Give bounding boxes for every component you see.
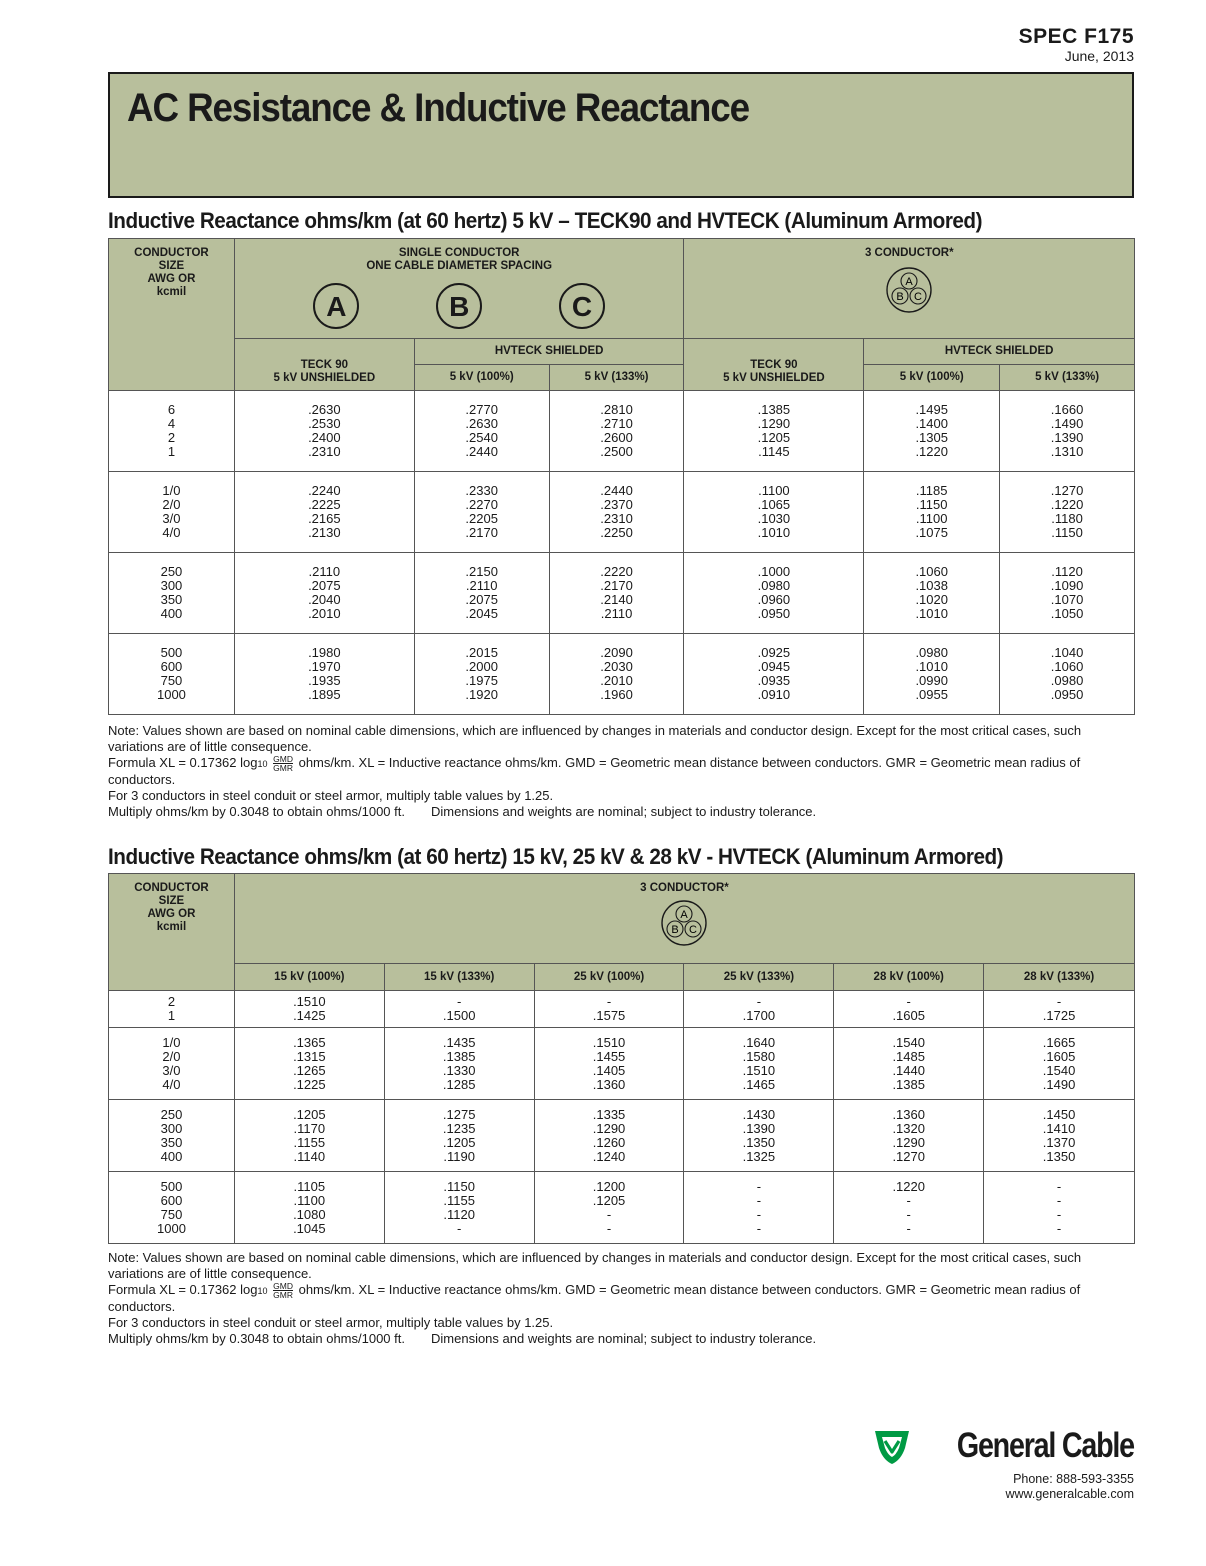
value-cell: .1105 .1100 .1080 .1045 [234, 1172, 384, 1244]
note-formula-2: Formula XL = 0.17362 log10 $\frac{\text{GMD}}{\text{GMR}}$ ohms/km. XL = Inductive reactance ohms/km. GMD = Geometric mean distance between conductors. GMR = Geometric mean radius of conductors. [108, 1281, 1081, 1315]
contact-info [872, 1472, 1134, 1502]
col-5kv-133-three: 5 kV (133%) [1000, 365, 1135, 391]
brand [872, 1426, 1134, 1466]
value-cell: - .1575 [534, 991, 684, 1028]
col-header: 25 kV (100%) [534, 964, 684, 991]
table2-title: Inductive Reactance ohms/km (at 60 hertz) 15 kV, 25 kV & 28 kV - HVTECK (Aluminum Armored) [108, 844, 1004, 869]
gmd-gmr-fraction-2: $\frac{\text{GMD}}{\text{GMR}}$ [273, 1281, 293, 1301]
value-cell: .1335 .1290 .1260 .1240 [534, 1100, 684, 1172]
footer-logo [872, 1426, 1134, 1502]
value-cell: .1665 .1605 .1540 .1490 [984, 1028, 1135, 1100]
page-title: AC Resistance & Inductive Reactance [127, 86, 749, 130]
table-row [109, 553, 1135, 634]
table-row [109, 1028, 1135, 1100]
value-cell: .2440 .2370 .2310 .2250 [549, 472, 684, 553]
svg-text:C: C [689, 924, 698, 936]
conductor-size-header-2: CONDUCTOR SIZE AWG OR kcmil [109, 874, 235, 991]
table-row [109, 1172, 1135, 1244]
website: www.generalcable.com [1005, 1487, 1134, 1501]
phase-c-circle: C [559, 283, 605, 329]
svg-text:A: A [680, 909, 689, 921]
three-conductor-label: 3 CONDUCTOR* [864, 247, 954, 259]
table1-inductive-reactance-5kv [108, 238, 1135, 715]
note-conversion-2: Multiply ohms/km by 0.3048 to obtain ohms/1000 ft. Dimensions and weights are nominal; subject to industry tolerance. [108, 1331, 817, 1347]
triplex-conductor-icon-2 [657, 899, 711, 947]
brand-name: General Cable [956, 1426, 1134, 1465]
conductor-size-cell: 1/0 2/0 3/0 4/0 [109, 1028, 235, 1100]
conductor-size-cell: 500 600 750 1000 [109, 634, 235, 715]
value-cell: .2330 .2270 .2205 .2170 [414, 472, 549, 553]
value-cell: .1540 .1485 .1440 .1385 [834, 1028, 984, 1100]
value-cell: .2220 .2170 .2140 .2110 [549, 553, 684, 634]
table-row [109, 634, 1135, 715]
hvteck-shielded-three-header: HVTECK SHIELDED [864, 339, 1135, 365]
col-header: 15 kV (133%) [384, 964, 534, 991]
table1-title: Inductive Reactance ohms/km (at 60 hertz) 5 kV – TECK90 and HVTECK (Aluminum Armored) [108, 208, 983, 233]
value-cell: .2110 .2075 .2040 .2010 [234, 553, 414, 634]
value-cell: .1510 .1455 .1405 .1360 [534, 1028, 684, 1100]
note-formula: Formula XL = 0.17362 log10 $\frac{\text{GMD}}{\text{GMR}}$ ohms/km. XL = Inductive reactance ohms/km. GMD = Geometric mean distance between conductors. GMR = Geometric mean radius of conductors. [108, 754, 1081, 788]
svg-text:A: A [905, 276, 913, 288]
note-conversion: Multiply ohms/km by 0.3048 to obtain ohms/1000 ft. Dimensions and weights are nominal; subject to industry tolerance. [108, 804, 817, 820]
conductor-size-cell: 6 4 2 1 [109, 391, 235, 472]
value-cell: .1185 .1150 .1100 .1075 [864, 472, 1000, 553]
value-cell: .1120 .1090 .1070 .1050 [1000, 553, 1135, 634]
value-cell: .2015 .2000 .1975 .1920 [414, 634, 549, 715]
phone: Phone: 888-593-3355 [1013, 1472, 1134, 1486]
value-cell: .1000 .0980 .0960 .0950 [684, 553, 864, 634]
col-5kv-100-single: 5 kV (100%) [414, 365, 549, 391]
value-cell: .1220 - - - [834, 1172, 984, 1244]
phase-diagram-single [235, 283, 684, 329]
col-5kv-100-three: 5 kV (100%) [864, 365, 1000, 391]
col-header: 28 kV (100%) [834, 964, 984, 991]
teck90-three-header: TECK 90 5 kV UNSHIELDED [684, 339, 864, 391]
value-cell: .1385 .1290 .1205 .1145 [684, 391, 864, 472]
value-cell: - .1605 [834, 991, 984, 1028]
svg-text:B: B [671, 924, 680, 936]
value-cell: .2150 .2110 .2075 .2045 [414, 553, 549, 634]
three-conductor-header [684, 239, 1135, 339]
value-cell: .1060 .1038 .1020 .1010 [864, 553, 1000, 634]
note-dimensions-2: Note: Values shown are based on nominal cable dimensions, which are influenced by changes in materials and conductor design. Except for the most critical cases, such variations are of little consequence. [108, 1250, 1082, 1281]
conductor-size-cell: 500 600 750 1000 [109, 1172, 235, 1244]
spec-code: SPEC F175 [1018, 25, 1134, 48]
value-cell: .1040 .1060 .0980 .0950 [1000, 634, 1135, 715]
note-steel-conduit-2: For 3 conductors in steel conduit or steel armor, multiply table values by 1.25. [108, 1315, 554, 1331]
table-row [109, 1100, 1135, 1172]
value-cell: .1200 .1205 - - [534, 1172, 684, 1244]
gmd-gmr-fraction: $\frac{\text{GMD}}{\text{GMR}}$ [273, 754, 293, 774]
table2-inductive-reactance-hv [108, 873, 1135, 1244]
title-banner [108, 72, 1134, 198]
value-cell: .1980 .1970 .1935 .1895 [234, 634, 414, 715]
value-cell: .2630 .2530 .2400 .2310 [234, 391, 414, 472]
col-5kv-133-single: 5 kV (133%) [549, 365, 684, 391]
value-cell: - .1700 [684, 991, 834, 1028]
value-cell: .2810 .2710 .2600 .2500 [549, 391, 684, 472]
value-cell: .1100 .1065 .1030 .1010 [684, 472, 864, 553]
conductor-size-cell: 1/0 2/0 3/0 4/0 [109, 472, 235, 553]
value-cell: .1450 .1410 .1370 .1350 [984, 1100, 1135, 1172]
table1-body [109, 391, 1135, 715]
table2-notes [108, 1250, 1128, 1347]
table-row [109, 472, 1135, 553]
value-cell: - - - - [984, 1172, 1135, 1244]
value-cell: .1275 .1235 .1205 .1190 [384, 1100, 534, 1172]
value-cell: .1640 .1580 .1510 .1465 [684, 1028, 834, 1100]
value-cell: .1435 .1385 .1330 .1285 [384, 1028, 534, 1100]
spec-date: June, 2013 [1064, 48, 1134, 64]
table-row [109, 991, 1135, 1028]
value-cell: .1660 .1490 .1390 .1310 [1000, 391, 1135, 472]
table1-notes [108, 723, 1128, 820]
single-conductor-header: SINGLE CONDUCTOR ONE CABLE DIAMETER SPACING A B C [234, 239, 684, 339]
svg-text:B: B [896, 291, 904, 303]
value-cell: .1510 .1425 [234, 991, 384, 1028]
value-cell: .0925 .0945 .0935 .0910 [684, 634, 864, 715]
value-cell: .1150 .1155 .1120 - [384, 1172, 534, 1244]
hvteck-shielded-single-header: HVTECK SHIELDED [414, 339, 684, 365]
value-cell: .0980 .1010 .0990 .0955 [864, 634, 1000, 715]
value-cell: .1430 .1390 .1350 .1325 [684, 1100, 834, 1172]
teck90-single-header: TECK 90 5 kV UNSHIELDED [234, 339, 414, 391]
spec-header [1019, 26, 1134, 64]
phase-a-circle: A [313, 283, 359, 329]
note-dimensions: Note: Values shown are based on nominal cable dimensions, which are influenced by changes in materials and conductor design. Except for the most critical cases, such variations are of little consequence. [108, 723, 1082, 754]
value-cell: - .1500 [384, 991, 534, 1028]
triplex-conductor-icon [882, 266, 936, 314]
value-cell: .2240 .2225 .2165 .2130 [234, 472, 414, 553]
value-cell: .1205 .1170 .1155 .1140 [234, 1100, 384, 1172]
col-header: 28 kV (133%) [984, 964, 1135, 991]
value-cell: - - - - [684, 1172, 834, 1244]
value-cell: .1365 .1315 .1265 .1225 [234, 1028, 384, 1100]
conductor-size-cell: 250 300 350 400 [109, 553, 235, 634]
value-cell: .1270 .1220 .1180 .1150 [1000, 472, 1135, 553]
value-cell: .1360 .1320 .1290 .1270 [834, 1100, 984, 1172]
three-conductor-label-2: 3 CONDUCTOR* [640, 882, 729, 894]
conductor-size-header: CONDUCTOR SIZE AWG OR kcmil [109, 239, 235, 391]
phase-b-circle: B [436, 283, 482, 329]
value-cell: .1495 .1400 .1305 .1220 [864, 391, 1000, 472]
svg-text:C: C [914, 291, 923, 303]
value-cell: .2770 .2630 .2540 .2440 [414, 391, 549, 472]
table2-body [109, 991, 1135, 1244]
col-header: 15 kV (100%) [234, 964, 384, 991]
conductor-size-cell: 250 300 350 400 [109, 1100, 235, 1172]
value-cell: .2090 .2030 .2010 .1960 [549, 634, 684, 715]
col-header: 25 kV (133%) [684, 964, 834, 991]
table-row [109, 391, 1135, 472]
conductor-size-cell: 2 1 [109, 991, 235, 1028]
note-steel-conduit: For 3 conductors in steel conduit or steel armor, multiply table values by 1.25. [108, 788, 554, 804]
three-conductor-header-2 [234, 874, 1134, 964]
value-cell: - .1725 [984, 991, 1135, 1028]
general-cable-shield-icon [872, 1426, 912, 1466]
